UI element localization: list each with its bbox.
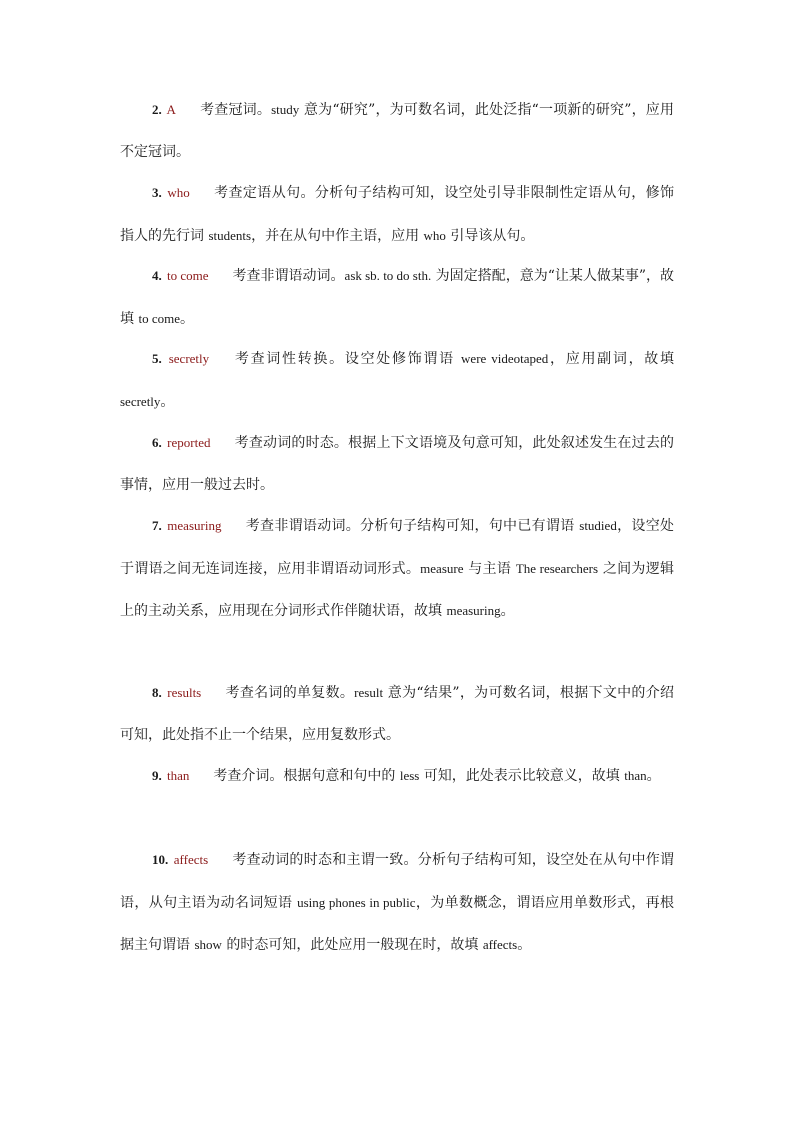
english-term: using phones in public [297,894,416,910]
question-number: 8. [152,685,162,700]
explanation-text: 可知，此处表示比较意义，故填 [419,768,625,784]
explanation-text: ，应用副词，故填 [548,351,675,367]
answer-item-4 [120,255,674,340]
explanation-text: 考查非谓语动词。 [232,268,345,284]
explanation-text: 。 [179,310,194,327]
english-term: were videotaped [461,351,549,366]
question-number: 2. [152,102,162,117]
explanation-text: 考查词性转换。设空处修饰谓语 [233,351,462,367]
item-header [120,351,233,367]
question-number: 5. [152,351,162,366]
english-term: who [423,227,446,243]
question-number: 3. [152,185,162,200]
explanation-text: ，并在从句中作主语，应用 [251,227,424,244]
answer-item-3 [120,172,674,257]
english-term: show [194,937,222,952]
explanation-text: 考查动词的时态和主谓一致。分析句子结构可知，设空处在从句中作谓语，从句主语为动名词短语 [120,852,675,911]
question-number: 7. [152,518,162,533]
explanation-text: 。 [646,768,661,784]
item-header [120,185,214,201]
question-number: 6. [152,435,162,450]
answer-text: results [163,685,202,700]
english-term: study [271,102,300,117]
explanation-text: 考查动词的时态。根据上下文语境及句意可知，此处叙述发生在过去的事情，应用一般过去时。 [120,435,675,493]
explanation-text: 意为“结果”，为可数名词，根据下文中的介绍可知，此处指不止一个结果，应用复数形式。 [120,685,674,743]
answer-text: A [163,102,176,117]
explanation-text: 。 [160,393,175,410]
answer-item-7 [120,505,674,633]
explanation-text: 与主语 [463,560,516,577]
explanation-text: 考查定语从句。分析句子结构可知，设空处引导非限制性定语从句，修饰指人的先行词 [120,185,675,244]
english-term: than [624,768,647,783]
answer-text: who [163,185,190,200]
explanation-text: 。 [517,937,532,953]
question-number: 10. [152,852,169,867]
item-header [120,102,200,118]
english-term: students [208,227,252,243]
explanation-text: 之间为逻辑上的主动关系，应用现在分词形式作伴随状语，故填 [120,560,674,619]
answer-item-6 [120,422,674,506]
item-header [120,852,232,868]
answer-item-5 [120,338,674,423]
item-header [120,685,225,701]
answer-text: to come [163,268,209,283]
item-header [120,435,235,451]
item-header [120,518,245,534]
explanation-text: ，为单数概念，谓语应用单数形式，再根据主句谓语 [120,894,674,953]
answer-item-2 [120,89,674,173]
explanation-text: 。 [500,603,515,619]
answer-text: than [163,768,190,783]
explanation-text: 考查介词。根据句意和句中的 [213,768,400,784]
explanation-text: 为固定搭配，意为“让某人做某事”，故填 [120,268,675,327]
answer-text: reported [163,435,211,450]
answer-item-9 [120,755,674,798]
explanation-text: ，设空处于谓语之间无连词连接，应用非谓语动词形式。 [120,518,675,577]
answer-text: affects [170,852,209,867]
english-term: studied [579,518,617,533]
english-term: ask sb. to do sth. [344,268,432,283]
answer-item-10 [120,839,674,967]
explanation-text: 意为“研究”，为可数名词，此处泛指“一项新的研究”，应用不定冠词。 [120,102,675,160]
explanation-text: 引导该从句。 [445,227,535,244]
english-term: to come [138,310,180,326]
item-header [120,268,233,284]
explanation-text: 的时态可知，此处应用一般现在时，故填 [221,937,483,953]
english-term: less [399,768,420,783]
answer-text: secretly [163,351,210,366]
english-term: measuring [446,603,501,618]
answer-item-8 [120,672,674,756]
item-header [120,768,213,784]
english-term: The researchers [515,560,599,576]
english-term: result [354,685,384,700]
question-number: 9. [152,768,162,783]
explanation-text: 考查名词的单复数。 [225,685,355,701]
question-number: 4. [152,268,162,283]
answer-text: measuring [163,518,222,533]
english-term: secretly [120,393,161,409]
english-term: measure [420,560,464,576]
english-term: affects [482,937,518,952]
explanation-text: 考查冠词。 [199,102,272,118]
explanation-text: 考查非谓语动词。分析句子结构可知，句中已有谓语 [245,518,580,534]
